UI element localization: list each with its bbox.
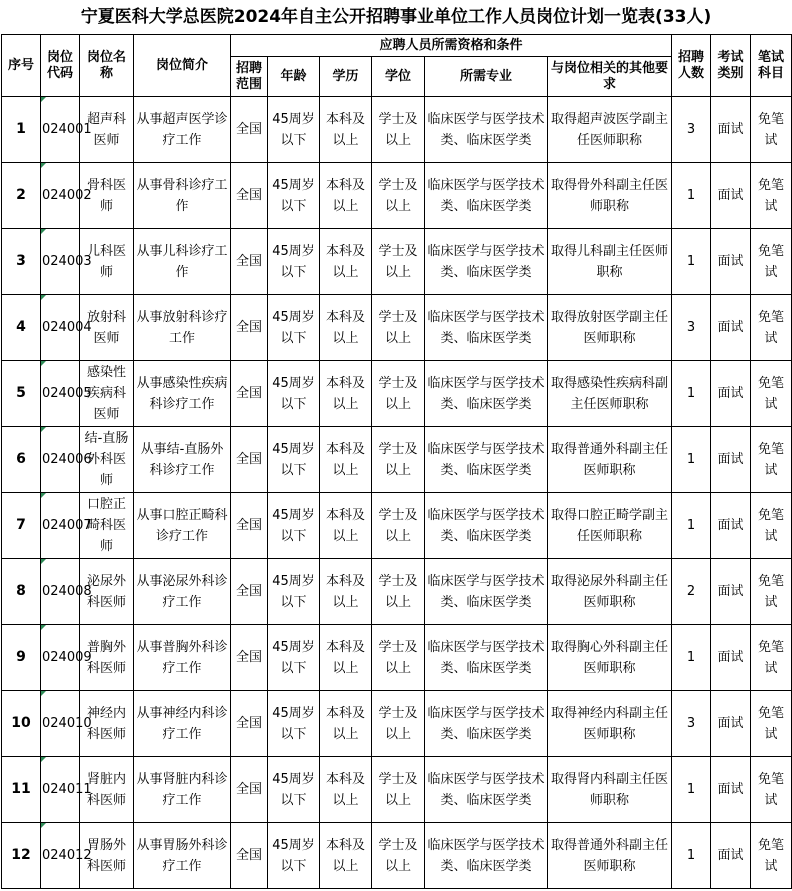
scope-cell: 全国 (231, 757, 268, 823)
count-cell: 1 (672, 427, 711, 493)
name-cell: 感染性疾病科医师 (80, 361, 134, 427)
table-row (2, 361, 792, 427)
exam-type-cell: 面试 (711, 163, 751, 229)
age-cell: 45周岁以下 (268, 823, 320, 889)
exam-type-cell: 面试 (711, 97, 751, 163)
written-cell: 免笔试 (751, 361, 792, 427)
desc-cell: 从事感染性疾病科诊疗工作 (134, 361, 231, 427)
major-cell: 临床医学与医学技术类、临床医学类 (425, 229, 548, 295)
major-cell: 临床医学与医学技术类、临床医学类 (425, 427, 548, 493)
major-cell: 临床医学与医学技术类、临床医学类 (425, 361, 548, 427)
desc-cell: 从事普胸外科诊疗工作 (134, 625, 231, 691)
written-cell: 免笔试 (751, 559, 792, 625)
edu-cell: 本科及以上 (320, 559, 372, 625)
degree-cell: 学士及以上 (372, 229, 425, 295)
desc-cell: 从事结-直肠外科诊疗工作 (134, 427, 231, 493)
age-cell: 45周岁以下 (268, 625, 320, 691)
seq-cell: 5 (2, 361, 41, 427)
comment-marker-icon (41, 229, 46, 234)
header-written: 笔试科目 (751, 35, 792, 97)
name-cell: 泌尿外科医师 (80, 559, 134, 625)
scope-cell: 全国 (231, 427, 268, 493)
desc-cell: 从事超声医学诊疗工作 (134, 97, 231, 163)
written-cell: 免笔试 (751, 691, 792, 757)
other-cell: 取得泌尿外科副主任医师职称 (548, 559, 672, 625)
desc-cell: 从事口腔正畸科诊疗工作 (134, 493, 231, 559)
age-cell: 45周岁以下 (268, 361, 320, 427)
comment-marker-icon (41, 625, 46, 630)
count-cell: 1 (672, 823, 711, 889)
other-cell: 取得放射医学副主任医师职称 (548, 295, 672, 361)
degree-cell: 学士及以上 (372, 625, 425, 691)
name-cell: 放射科医师 (80, 295, 134, 361)
edu-cell: 本科及以上 (320, 361, 372, 427)
name-cell: 骨科医师 (80, 163, 134, 229)
edu-cell: 本科及以上 (320, 229, 372, 295)
table-row (2, 493, 792, 559)
other-cell: 取得神经内科副主任医师职称 (548, 691, 672, 757)
degree-cell: 学士及以上 (372, 559, 425, 625)
comment-marker-icon (41, 97, 46, 102)
major-cell: 临床医学与医学技术类、临床医学类 (425, 823, 548, 889)
major-cell: 临床医学与医学技术类、临床医学类 (425, 559, 548, 625)
table-row (2, 163, 792, 229)
seq-cell: 6 (2, 427, 41, 493)
major-cell: 临床医学与医学技术类、临床医学类 (425, 97, 548, 163)
major-cell: 临床医学与医学技术类、临床医学类 (425, 295, 548, 361)
table-row (2, 691, 792, 757)
written-cell: 免笔试 (751, 97, 792, 163)
scope-cell: 全国 (231, 229, 268, 295)
header-desc: 岗位简介 (134, 35, 231, 97)
comment-marker-icon (41, 559, 46, 564)
seq-cell: 2 (2, 163, 41, 229)
desc-cell: 从事肾脏内科诊疗工作 (134, 757, 231, 823)
degree-cell: 学士及以上 (372, 97, 425, 163)
name-cell: 胃肠外科医师 (80, 823, 134, 889)
degree-cell: 学士及以上 (372, 757, 425, 823)
code-cell: 024005 (41, 361, 80, 427)
age-cell: 45周岁以下 (268, 691, 320, 757)
recruitment-table (1, 34, 792, 889)
name-cell: 儿科医师 (80, 229, 134, 295)
count-cell: 1 (672, 757, 711, 823)
written-cell: 免笔试 (751, 625, 792, 691)
comment-marker-icon (41, 163, 46, 168)
edu-cell: 本科及以上 (320, 295, 372, 361)
code-cell: 024006 (41, 427, 80, 493)
written-cell: 免笔试 (751, 823, 792, 889)
code-cell: 024008 (41, 559, 80, 625)
exam-type-cell: 面试 (711, 493, 751, 559)
other-cell: 取得胸心外科副主任医师职称 (548, 625, 672, 691)
exam-type-cell: 面试 (711, 757, 751, 823)
code-cell: 024001 (41, 97, 80, 163)
name-cell: 肾脏内科医师 (80, 757, 134, 823)
count-cell: 1 (672, 229, 711, 295)
header-exam-type: 考试类别 (711, 35, 751, 97)
edu-cell: 本科及以上 (320, 493, 372, 559)
scope-cell: 全国 (231, 559, 268, 625)
comment-marker-icon (41, 691, 46, 696)
seq-cell: 9 (2, 625, 41, 691)
exam-type-cell: 面试 (711, 361, 751, 427)
age-cell: 45周岁以下 (268, 229, 320, 295)
name-cell: 超声科医师 (80, 97, 134, 163)
code-cell: 024012 (41, 823, 80, 889)
major-cell: 临床医学与医学技术类、临床医学类 (425, 493, 548, 559)
seq-cell: 11 (2, 757, 41, 823)
scope-cell: 全国 (231, 163, 268, 229)
desc-cell: 从事胃肠外科诊疗工作 (134, 823, 231, 889)
name-cell: 口腔正畸科医师 (80, 493, 134, 559)
age-cell: 45周岁以下 (268, 757, 320, 823)
table-row (2, 625, 792, 691)
edu-cell: 本科及以上 (320, 691, 372, 757)
table-row (2, 757, 792, 823)
count-cell: 2 (672, 559, 711, 625)
header-age: 年龄 (268, 57, 320, 97)
scope-cell: 全国 (231, 691, 268, 757)
degree-cell: 学士及以上 (372, 427, 425, 493)
scope-cell: 全国 (231, 295, 268, 361)
other-cell: 取得普通外科副主任医师职称 (548, 823, 672, 889)
other-cell: 取得口腔正畸学副主任医师职称 (548, 493, 672, 559)
count-cell: 3 (672, 295, 711, 361)
count-cell: 1 (672, 625, 711, 691)
other-cell: 取得普通外科副主任医师职称 (548, 427, 672, 493)
seq-cell: 3 (2, 229, 41, 295)
table-row (2, 295, 792, 361)
desc-cell: 从事儿科诊疗工作 (134, 229, 231, 295)
code-cell: 024004 (41, 295, 80, 361)
exam-type-cell: 面试 (711, 691, 751, 757)
header-conditions: 应聘人员所需资格和条件 (231, 35, 672, 57)
age-cell: 45周岁以下 (268, 559, 320, 625)
written-cell: 免笔试 (751, 229, 792, 295)
age-cell: 45周岁以下 (268, 493, 320, 559)
name-cell: 普胸外科医师 (80, 625, 134, 691)
comment-marker-icon (41, 295, 46, 300)
exam-type-cell: 面试 (711, 427, 751, 493)
header-code: 岗位代码 (41, 35, 80, 97)
comment-marker-icon (41, 361, 46, 366)
edu-cell: 本科及以上 (320, 823, 372, 889)
scope-cell: 全国 (231, 97, 268, 163)
written-cell: 免笔试 (751, 427, 792, 493)
age-cell: 45周岁以下 (268, 295, 320, 361)
edu-cell: 本科及以上 (320, 757, 372, 823)
count-cell: 3 (672, 97, 711, 163)
comment-marker-icon (41, 427, 46, 432)
written-cell: 免笔试 (751, 493, 792, 559)
header-scope: 招聘范围 (231, 57, 268, 97)
degree-cell: 学士及以上 (372, 163, 425, 229)
count-cell: 1 (672, 493, 711, 559)
degree-cell: 学士及以上 (372, 823, 425, 889)
age-cell: 45周岁以下 (268, 163, 320, 229)
code-cell: 024010 (41, 691, 80, 757)
degree-cell: 学士及以上 (372, 493, 425, 559)
comment-marker-icon (41, 757, 46, 762)
page-title: 宁夏医科大学总医院2024年自主公开招聘事业单位工作人员岗位计划一览表(33人) (80, 7, 712, 27)
code-cell: 024003 (41, 229, 80, 295)
name-cell: 神经内科医师 (80, 691, 134, 757)
count-cell: 3 (672, 691, 711, 757)
edu-cell: 本科及以上 (320, 625, 372, 691)
seq-cell: 1 (2, 97, 41, 163)
header-count: 招聘人数 (672, 35, 711, 97)
other-cell: 取得超声波医学副主任医师职称 (548, 97, 672, 163)
exam-type-cell: 面试 (711, 823, 751, 889)
code-cell: 024007 (41, 493, 80, 559)
other-cell: 取得骨外科副主任医师职称 (548, 163, 672, 229)
desc-cell: 从事神经内科诊疗工作 (134, 691, 231, 757)
exam-type-cell: 面试 (711, 229, 751, 295)
table-row (2, 823, 792, 889)
seq-cell: 4 (2, 295, 41, 361)
degree-cell: 学士及以上 (372, 691, 425, 757)
edu-cell: 本科及以上 (320, 427, 372, 493)
table-row (2, 97, 792, 163)
header-major: 所需专业 (425, 57, 548, 97)
degree-cell: 学士及以上 (372, 295, 425, 361)
table-row (2, 559, 792, 625)
header-seq: 序号 (2, 35, 41, 97)
seq-cell: 7 (2, 493, 41, 559)
written-cell: 免笔试 (751, 757, 792, 823)
desc-cell: 从事泌尿外科诊疗工作 (134, 559, 231, 625)
major-cell: 临床医学与医学技术类、临床医学类 (425, 757, 548, 823)
header-other: 与岗位相关的其他要求 (548, 57, 672, 97)
other-cell: 取得感染性疾病科副主任医师职称 (548, 361, 672, 427)
major-cell: 临床医学与医学技术类、临床医学类 (425, 163, 548, 229)
desc-cell: 从事放射科诊疗工作 (134, 295, 231, 361)
edu-cell: 本科及以上 (320, 97, 372, 163)
code-cell: 024009 (41, 625, 80, 691)
header-degree: 学位 (372, 57, 425, 97)
seq-cell: 12 (2, 823, 41, 889)
other-cell: 取得儿科副主任医师职称 (548, 229, 672, 295)
other-cell: 取得肾内科副主任医师职称 (548, 757, 672, 823)
seq-cell: 8 (2, 559, 41, 625)
scope-cell: 全国 (231, 361, 268, 427)
age-cell: 45周岁以下 (268, 427, 320, 493)
scope-cell: 全国 (231, 823, 268, 889)
comment-marker-icon (41, 823, 46, 828)
major-cell: 临床医学与医学技术类、临床医学类 (425, 691, 548, 757)
header-name: 岗位名称 (80, 35, 134, 97)
exam-type-cell: 面试 (711, 625, 751, 691)
exam-type-cell: 面试 (711, 559, 751, 625)
count-cell: 1 (672, 361, 711, 427)
scope-cell: 全国 (231, 493, 268, 559)
written-cell: 免笔试 (751, 163, 792, 229)
exam-type-cell: 面试 (711, 295, 751, 361)
code-cell: 024011 (41, 757, 80, 823)
major-cell: 临床医学与医学技术类、临床医学类 (425, 625, 548, 691)
seq-cell: 10 (2, 691, 41, 757)
table-row (2, 427, 792, 493)
comment-marker-icon (41, 493, 46, 498)
edu-cell: 本科及以上 (320, 163, 372, 229)
count-cell: 1 (672, 163, 711, 229)
table-row (2, 229, 792, 295)
desc-cell: 从事骨科诊疗工作 (134, 163, 231, 229)
degree-cell: 学士及以上 (372, 361, 425, 427)
header-edu: 学历 (320, 57, 372, 97)
age-cell: 45周岁以下 (268, 97, 320, 163)
code-cell: 024002 (41, 163, 80, 229)
name-cell: 结-直肠外科医师 (80, 427, 134, 493)
scope-cell: 全国 (231, 625, 268, 691)
written-cell: 免笔试 (751, 295, 792, 361)
